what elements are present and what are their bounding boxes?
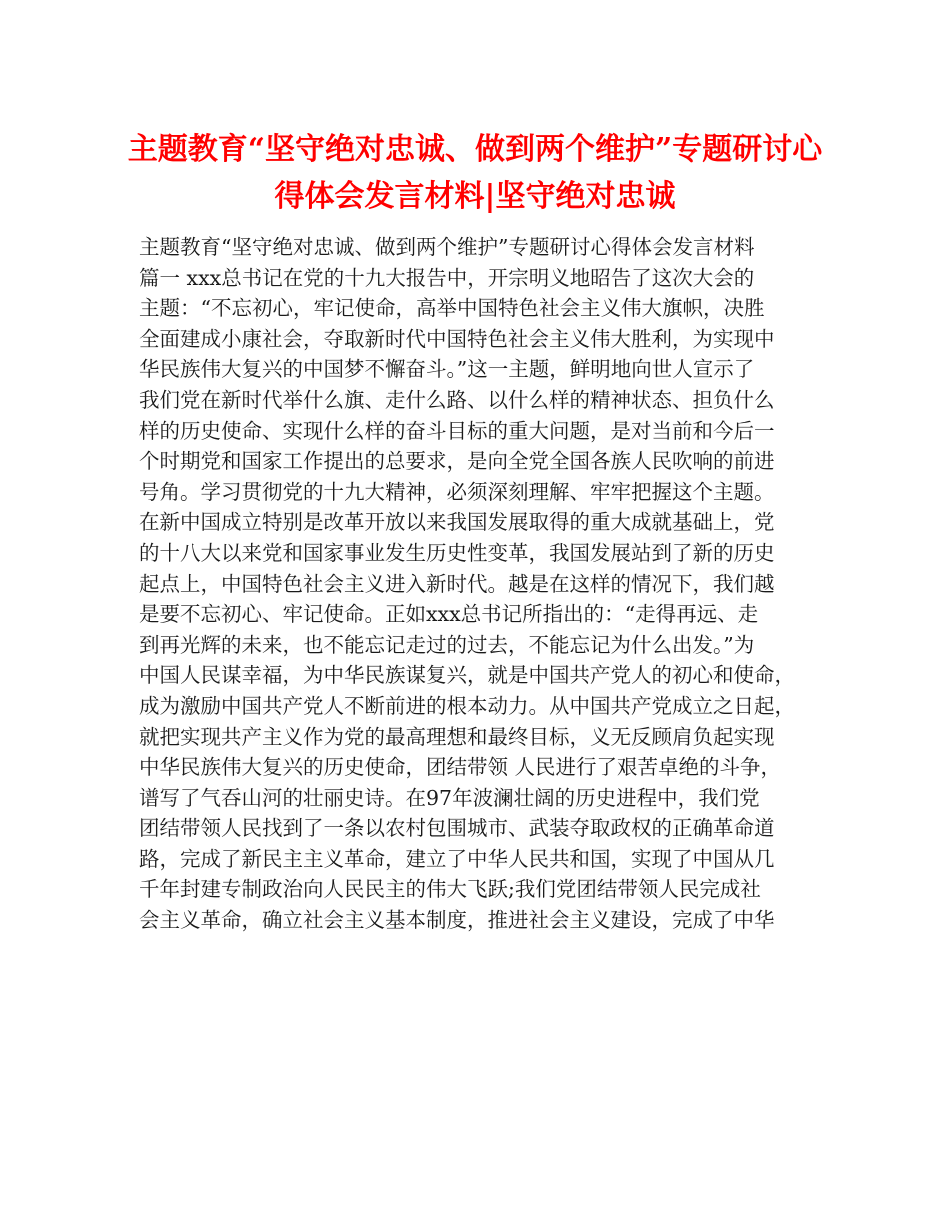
body-line: 的十八大以来党和国家事业发生历史性变革，我国发展站到了新的历史 [139, 540, 775, 565]
body-line: 会主义革命，确立社会主义基本制度，推进社会主义建设，完成了中华 [139, 908, 775, 933]
body-line: 千年封建专制政治向人民民主的伟大飞跃;我们党团结带领人民完成社 [139, 877, 761, 902]
body-line: 是要不忘初心、牢记使命。正如xxx总书记所指出的：“走得再远、走 [139, 602, 759, 627]
body-line: 谱写了气吞山河的壮丽史诗。在97年波澜壮阔的历史进程中，我们党 [139, 785, 760, 810]
body-line: 团结带领人民找到了一条以农村包围城市、武装夺取政权的正确革命道 [139, 816, 775, 841]
body-line: 路，完成了新民主主义革命，建立了中华人民共和国，实现了中国从几 [139, 846, 775, 871]
body-line: 中华民族伟大复兴的历史使命，团结带领 人民进行了艰苦卓绝的斗争， [139, 755, 782, 780]
body-line: 成为激励中国共产党人不断前进的根本动力。从中国共产党成立之日起， [139, 693, 795, 718]
title-line: 主题教育“坚守绝对忠诚、做到两个维护”专题研讨心 [127, 132, 823, 167]
document-title [120, 126, 830, 220]
body-line: 华民族伟大复兴的中国梦不懈奋斗。”这一主题，鲜明地向世人宣示了 [139, 357, 755, 382]
body-line: 就把实现共产主义作为党的最高理想和最终目标，义无反顾肩负起实现 [139, 724, 775, 749]
body-line: 中国人民谋幸福，为中华民族谋复兴，就是中国共产党人的初心和使命， [139, 663, 795, 688]
body-line: 我们党在新时代举什么旗、走什么路、以什么样的精神状态、担负什么 [139, 387, 775, 412]
body-line: 主题教育“坚守绝对忠诚、做到两个维护”专题研讨心得体会发言材料 [139, 235, 755, 259]
title-line: 得体会发言材料|坚守绝对忠诚 [274, 179, 676, 214]
body-line: 个时期党和国家工作提出的总要求，是向全党全国各族人民吹响的前进 [139, 449, 775, 474]
document-body [139, 232, 839, 936]
body-line: 到再光辉的未来，也不能忘记走过的过去，不能忘记为什么出发。”为 [139, 632, 755, 657]
body-line: 起点上，中国特色社会主义进入新时代。越是在这样的情况下，我们越 [139, 571, 775, 596]
body-line: 主题：“不忘初心，牢记使命，高举中国特色社会主义伟大旗帜，决胜 [139, 296, 765, 321]
body-line: 篇一 xxx总书记在党的十九大报告中，开宗明义地昭告了这次大会的 [139, 265, 755, 290]
body-line: 全面建成小康社会，夺取新时代中国特色社会主义伟大胜利，为实现中 [139, 326, 775, 351]
body-line: 样的历史使命、实现什么样的奋斗目标的重大问题，是对当前和今后一 [139, 418, 775, 443]
body-line: 在新中国成立特别是改革开放以来我国发展取得的重大成就基础上，党 [139, 510, 775, 535]
body-line: 号角。学习贯彻党的十九大精神，必须深刻理解、牢牢把握这个主题。 [139, 479, 775, 504]
